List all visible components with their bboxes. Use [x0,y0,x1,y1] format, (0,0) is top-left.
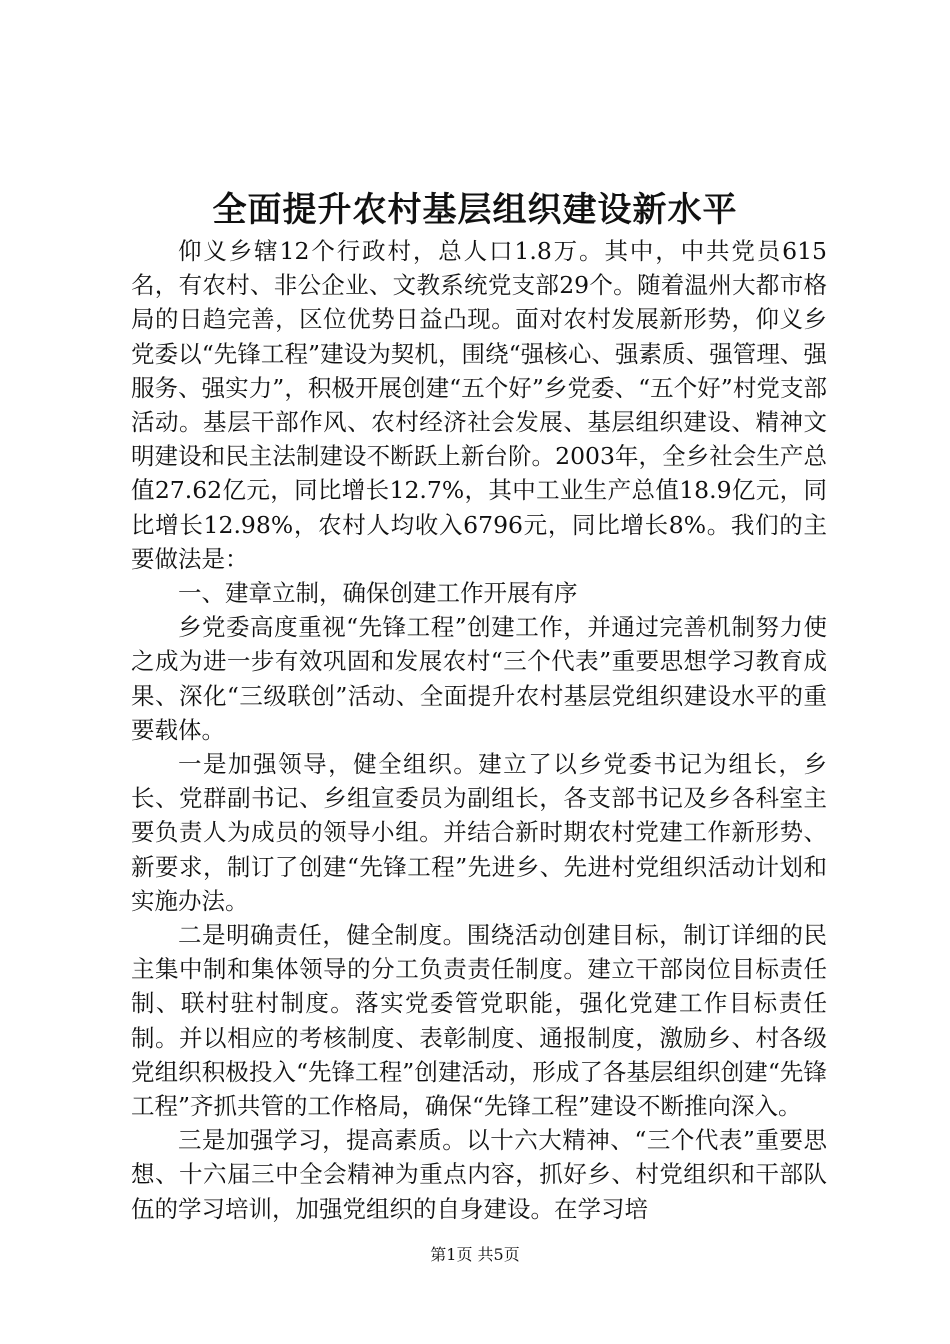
intro-paragraph: 仰义乡辖12个行政村，总人口1.8万。其中，中共党员615名，有农村、非公企业、文教系统党支部29个。随着温州大都市格局的日趋完善，区位优势日益凸现。面对农村发展新形势，仰义乡党委以“先锋工程”建设为契机，围绕“强核心、强素质、强管理、强服务、强实力”，积极开展创建“五个好”乡党委、“五个好”村党支部活动。基层干部作风、农村经济社会发展、基层组织建设、精神文明建设和民主法制建设不断跃上新台阶。2003年，全乡社会生产总值27.62亿元，同比增长12.7%，其中工业生产总值18.9亿元，同比增长12.98%，农村人均收入6796元，同比增长8%。我们的主要做法是： [131,237,827,573]
point-one-paragraph: 一是加强领导，健全组织。建立了以乡党委书记为组长，乡长、党群副书记、乡组宣委员为副组长，各支部书记及乡各科室主要负责人为成员的领导小组。并结合新时期农村党建工作新形势、新要求，制订了创建“先锋工程”先进乡、先进村党组织活动计划和实施办法。 [131,750,827,915]
document-body [131,234,827,1226]
document-title: 全面提升农村基层组织建设新水平 [212,190,738,230]
point-three-paragraph: 三是加强学习，提高素质。以十六大精神、“三个代表”重要思想、十六届三中全会精神为重点内容，抓好乡、村党组织和干部队伍的学习培训，加强党组织的自身建设。在学习培 [131,1126,827,1223]
section-heading: 一、建章立制，确保创建工作开展有序 [178,579,578,608]
point-two-paragraph: 二是明确责任，健全制度。围绕活动创建目标，制订详细的民主集中制和集体领导的分工负责责任制度。建立干部岗位目标责任制、联村驻村制度。落实党委管党职能，强化党建工作目标责任制。并以相应的考核制度、表彰制度、通报制度，激励乡、村各级党组织积极投入“先锋工程”创建活动，形成了各基层组织创建“先锋工程”齐抓共管的工作格局，确保“先锋工程”建设不断推向深入。 [131,921,827,1121]
page-footer: 第1页 共5页 [430,1245,520,1264]
section-paragraph: 乡党委高度重视“先锋工程”创建工作，并通过完善机制努力使之成为进一步有效巩固和发展农村“三个代表”重要思想学习教育成果、深化“三级联创”活动、全面提升农村基层党组织建设水平的重要载体。 [131,613,827,744]
